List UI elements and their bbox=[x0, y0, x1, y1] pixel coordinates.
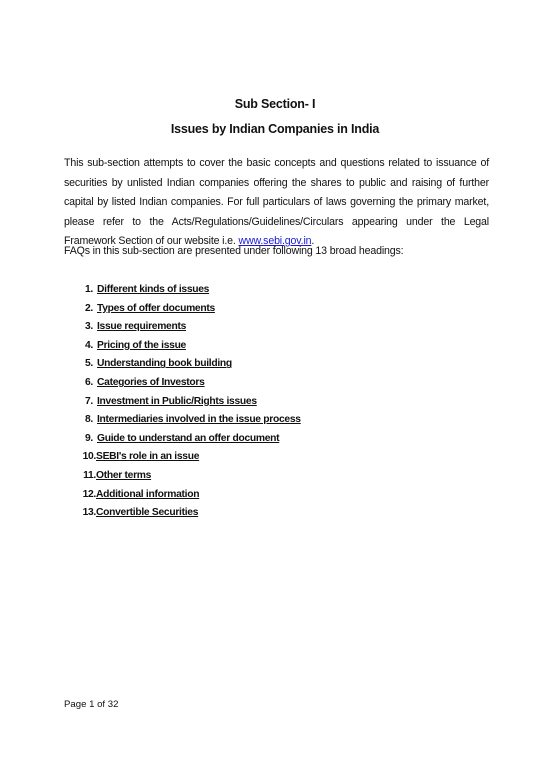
heading-link-different-kinds[interactable]: Different kinds of issues bbox=[97, 284, 210, 295]
item-number: 5. bbox=[85, 358, 93, 370]
list-item bbox=[76, 358, 301, 377]
item-number: 13. bbox=[82, 507, 96, 519]
heading-link-offer-guide[interactable]: Guide to understand an offer document bbox=[97, 432, 280, 444]
list-item bbox=[76, 377, 301, 396]
item-number: 10. bbox=[82, 451, 96, 463]
item-number: 3. bbox=[85, 321, 93, 333]
list-item bbox=[76, 507, 301, 526]
item-number: 8. bbox=[85, 414, 93, 426]
heading-link-offer-documents[interactable]: Types of offer documents bbox=[97, 302, 215, 314]
heading-link-issue-requirements[interactable]: Issue requirements bbox=[97, 321, 187, 333]
list-item bbox=[76, 396, 301, 415]
heading-link-convertible[interactable]: Convertible Securities bbox=[96, 507, 199, 519]
heading-link-intermediaries[interactable]: Intermediaries involved in the issue process bbox=[97, 414, 301, 426]
intro-text: This sub-section attempts to cover the basic concepts and questions related to issuance of securities by unlisted Indian companies offering the shares to public and raising of further capital by listed Indian companies. For full particulars of laws governing the primary market, please refer to the Acts/Regulations/Guidelines/Circulars appearing under the Legal Framework Section of our website i.e. bbox=[64, 157, 489, 247]
intro-end: . bbox=[311, 235, 315, 247]
heading-link-investment[interactable]: Investment in Public/Rights issues bbox=[97, 395, 257, 407]
list-item bbox=[76, 303, 301, 322]
heading-link-sebi-role[interactable]: SEBI's role in an issue bbox=[96, 451, 200, 463]
list-item bbox=[76, 414, 301, 433]
item-number: 11. bbox=[83, 469, 96, 481]
list-item bbox=[76, 284, 301, 303]
item-number: 4. bbox=[85, 339, 93, 351]
list-item bbox=[76, 451, 301, 470]
item-number: 7. bbox=[85, 395, 93, 407]
section-subtitle: Issues by Indian Companies in India bbox=[170, 122, 380, 136]
item-number: 12. bbox=[82, 488, 96, 500]
heading-link-pricing[interactable]: Pricing of the issue bbox=[97, 339, 186, 351]
list-item bbox=[76, 321, 301, 340]
faq-intro-text: FAQs in this sub-section are presented under following 13 broad headings: bbox=[64, 245, 404, 257]
website-link[interactable]: www.sebi.gov.in bbox=[238, 235, 312, 247]
intro-paragraph bbox=[64, 154, 489, 252]
item-number: 1. bbox=[85, 284, 93, 295]
item-number: 2. bbox=[85, 302, 93, 314]
heading-link-book-building[interactable]: Understanding book building bbox=[97, 358, 232, 370]
heading-link-other-terms[interactable]: Other terms bbox=[96, 469, 152, 481]
section-title: Sub Section- I bbox=[234, 97, 316, 111]
item-number: 6. bbox=[85, 376, 93, 388]
heading-link-investor-categories[interactable]: Categories of Investors bbox=[97, 376, 205, 388]
item-number: 9. bbox=[85, 432, 93, 444]
page-number-footer: Page 1 of 32 bbox=[64, 699, 119, 710]
list-item bbox=[76, 340, 301, 359]
list-item bbox=[76, 433, 301, 452]
heading-link-additional-info[interactable]: Additional information bbox=[96, 488, 200, 500]
list-item bbox=[76, 470, 301, 489]
list-item bbox=[76, 489, 301, 508]
faq-headings-list bbox=[76, 284, 301, 526]
